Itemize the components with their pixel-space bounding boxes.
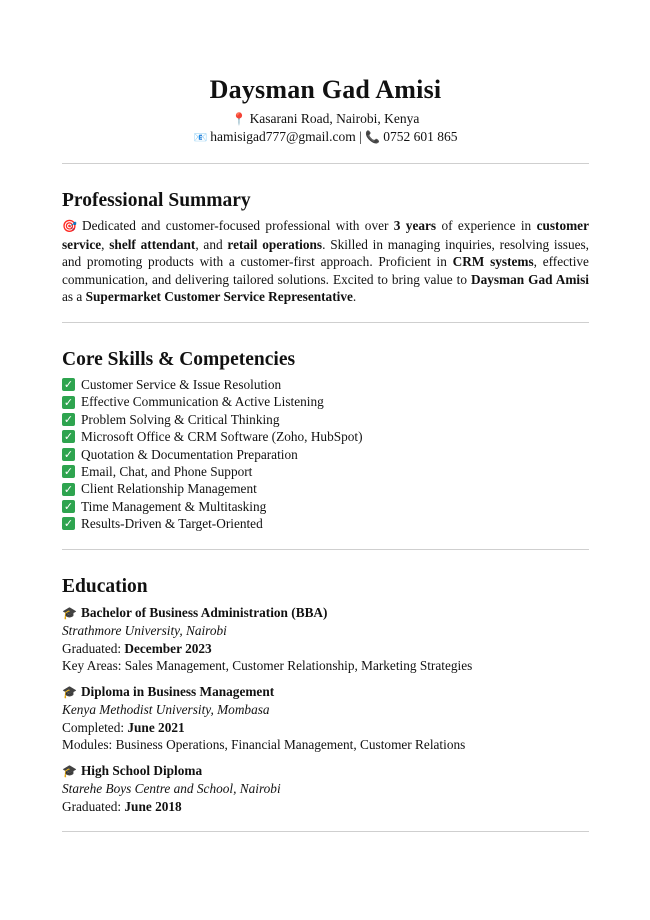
check-icon: ✓ [63,447,74,461]
education-entry [62,762,589,816]
skill-item: ✓ Quotation & Documentation Preparation [63,446,298,462]
email-icon: 📧 [193,132,208,144]
check-icon: ✓ [63,465,74,479]
contact-line [62,128,589,147]
skills-heading: Core Skills & Competencies [62,348,296,370]
check-icon: ✓ [63,482,74,496]
divider [62,831,589,832]
check-icon: ✓ [63,517,74,531]
address-line [62,110,589,128]
skill-item: ✓ Time Management & Multitasking [63,498,267,514]
check-icon: ✓ [63,500,74,514]
skill-item: ✓ Client Relationship Management [63,481,257,497]
address-text: Kasarani Road, Nairobi, Kenya [249,111,420,126]
degree-title: 🎓 Diploma in Business Management [62,683,589,702]
skill-item: ✓ Results-Driven & Target-Oriented [63,516,263,532]
skill-item: ✓ Problem Solving & Critical Thinking [63,411,280,427]
graduation-cap-icon: 🎓 [62,763,77,778]
skill-item: ✓ Email, Chat, and Phone Support [63,464,253,479]
skill-item: ✓ Customer Service & Issue Resolution [63,376,282,392]
check-icon: ✓ [63,378,74,392]
education-list [62,604,589,816]
completion-date: Completed: June 2021 [62,719,185,735]
degree-title: 🎓 High School Diploma [62,762,589,781]
education-entry [62,604,589,675]
key-areas: Key Areas: Sales Management, Customer Relationship, Marketing Strategies [62,658,473,674]
school-name: Starehe Boys Centre and School, Nairobi [62,781,281,797]
skill-item: ✓ Microsoft Office & CRM Software (Zoho, HubSpot) [63,429,363,445]
candidate-name: Daysman Gad Amisi [209,75,442,104]
contact-separator: | [359,129,362,144]
graduation-date: Graduated: June 2018 [62,798,182,814]
degree-title: 🎓 Bachelor of Business Administration (BBA) [62,604,589,623]
phone-text[interactable]: 0752 601 865 [383,129,458,144]
school-name: Strathmore University, Nairobi [62,623,227,639]
target-icon: 🎯 [62,219,79,233]
map-pin-icon: 📍 [231,112,247,126]
check-icon: ✓ [63,395,74,409]
skill-item: ✓ Effective Communication & Active Listening [63,394,324,410]
summary-heading: Professional Summary [62,190,251,211]
modules: Modules: Business Operations, Financial Management, Customer Relations [62,737,466,753]
phone-icon: 📞 [365,130,381,144]
check-icon: ✓ [63,430,74,444]
divider [62,322,589,323]
divider [62,549,589,550]
check-icon: ✓ [63,412,74,426]
email-text[interactable]: hamisigad777@gmail.com [210,129,356,144]
summary-text: 🎯 Dedicated and customer-focused professional with over 3 years of experience in customer service, shelf attendant, and retail operations. Skilled in managing inquiries, resolving issues, and promoting products with a customer-first approach. Proficient in CRM systems, effective communication, and delivering tailored solutions. Excited to bring value to Daysman Gad Amisi as a Supermarket Customer Service Representative. [62,218,590,305]
education-entry [62,683,589,754]
school-name: Kenya Methodist University, Mombasa [62,702,270,718]
skills-list [62,376,589,533]
graduation-cap-icon: 🎓 [62,605,77,620]
education-heading: Education [62,575,148,597]
graduation-date: Graduated: December 2023 [62,640,212,656]
graduation-cap-icon: 🎓 [62,684,77,699]
divider [62,163,589,164]
